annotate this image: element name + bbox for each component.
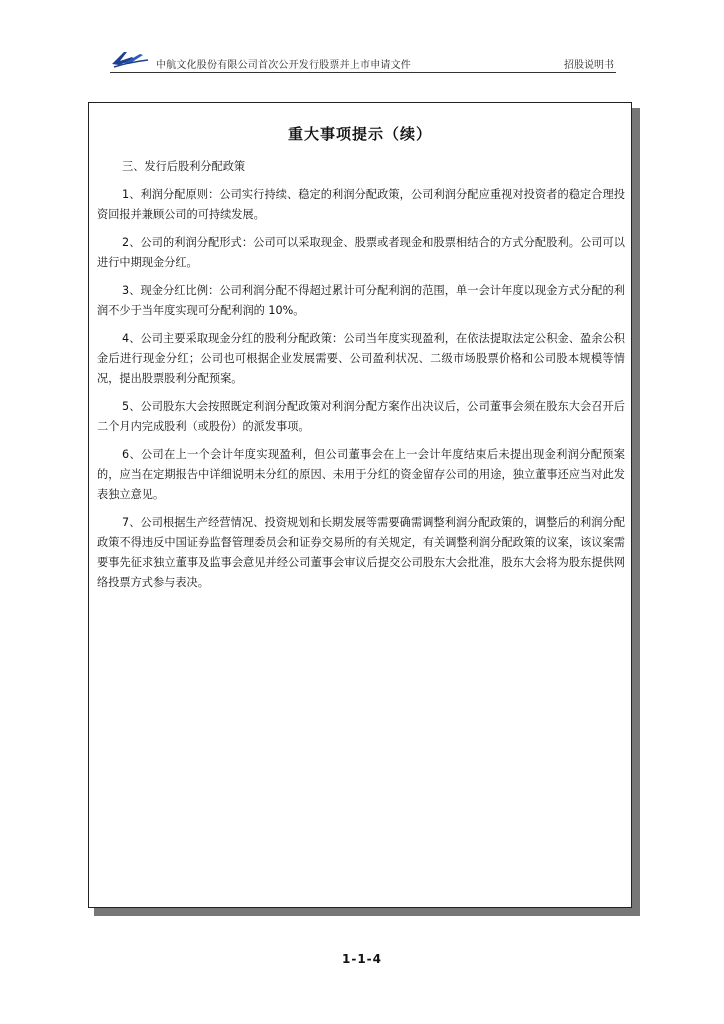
- page-number: 1-1-4: [341, 952, 382, 966]
- paragraph-4: 4、公司主要采取现金分红的股利分配政策：公司当年度实现盈利，在依法提取法定公积金、盈余公积金后进行现金分红；公司也可根据企业发展需要、公司盈利状况、二级市场股票价格和公司股本规模等情况，提出股票股利分配预案。: [97, 332, 625, 385]
- company-document-title: 中航文化股份有限公司首次公开发行股票并上市申请文件: [156, 60, 411, 71]
- company-logo-icon: [110, 48, 150, 70]
- header-rule: [110, 72, 616, 73]
- body-text: [97, 157, 625, 601]
- content-frame: [88, 102, 632, 908]
- paragraph-5: 5、公司股东大会按照既定利润分配政策对利润分配方案作出决议后，公司董事会须在股东大会召开后二个月内完成股利（或股份）的派发事项。: [97, 400, 625, 433]
- section-heading: 三、发行后股利分配政策: [122, 160, 246, 173]
- page-title: 重大事项提示（续）: [287, 125, 432, 143]
- paragraph-2: 2、公司的利润分配形式：公司可以采取现金、股票或者现金和股票相结合的方式分配股利。公司可以进行中期现金分红。: [97, 236, 625, 269]
- paragraph-3: 3、现金分红比例：公司利润分配不得超过累计可分配利润的范围，单一会计年度以现金方式分配的利润不少于当年度实现可分配利润的 10%。: [97, 284, 625, 317]
- page-header: [110, 46, 616, 72]
- paragraph-6: 6、公司在上一个会计年度实现盈利，但公司董事会在上一会计年度结束后未提出现金利润分配预案的，应当在定期报告中详细说明未分红的原因、未用于分红的资金留存公司的用途，独立董事还应当对此发表独立意见。: [97, 448, 625, 501]
- document-type-label: 招股说明书: [564, 60, 614, 71]
- paragraph-1: 1、利润分配原则：公司实行持续、稳定的利润分配政策，公司利润分配应重视对投资者的稳定合理投资回报并兼顾公司的可持续发展。: [97, 188, 625, 221]
- paragraph-7: 7、公司根据生产经营情况、投资规划和长期发展等需要确需调整利润分配政策的，调整后的利润分配政策不得违反中国证券监督管理委员会和证券交易所的有关规定，有关调整利润分配政策的议案，该议案需要事先征求独立董事及监事会意见并经公司董事会审议后提交公司股东大会批准，股东大会将为股东提供网络投票方式参与表决。: [97, 516, 625, 589]
